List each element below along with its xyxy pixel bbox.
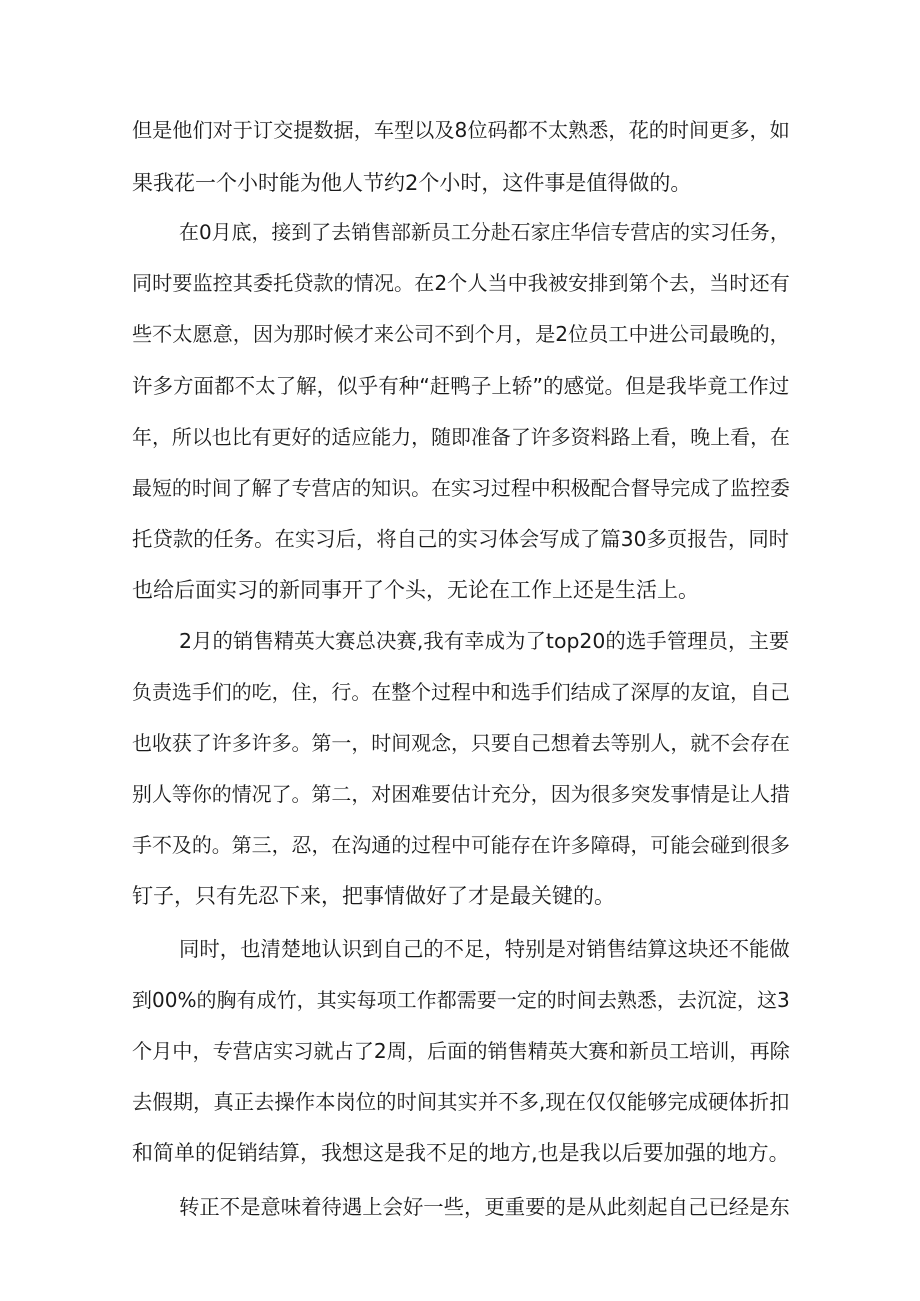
text-line: 最短的时间了解了专营店的知识。在实习过程中积极配合督导完成了监控委	[132, 476, 790, 500]
text-line: 负责选手们的吃，住，行。在整个过程中和选手们结成了深厚的友谊，自己	[132, 680, 790, 704]
text-line: 到00%的胸有成竹，其实每项工作都需要一定的时间去熟悉，去沉淀，这3	[132, 988, 790, 1012]
text-line: 钉子，只有先忍下来，把事情做好了才是最关键的。	[132, 884, 615, 908]
text-line: 托贷款的任务。在实习后，将自己的实习体会写成了篇30多页报告，同时	[132, 527, 790, 551]
text-line: 手不及的。第三，忍，在沟通的过程中可能存在许多障碍，可能会碰到很多	[132, 833, 790, 857]
text-line: 也给后面实习的新同事开了个头，无论在工作上还是生活上。	[132, 578, 699, 602]
text-line: 但是他们对于订交提数据，车型以及8位码都不太熟悉，花的时间更多，如	[132, 118, 790, 142]
text-line: 年，所以也比有更好的适应能力，随即准备了许多资料路上看，晚上看，在	[132, 425, 790, 449]
text-line: 个月中，专营店实习就占了2周，后面的销售精英大赛和新员工培训，再除	[132, 1039, 790, 1063]
text-line: 也收获了许多许多。第一，时间观念，只要自己想着去等别人，就不会存在	[132, 731, 790, 755]
text-line: 2月的销售精英大赛总决赛,我有幸成为了top20的选手管理员，主要	[179, 629, 790, 653]
text-line: 别人等你的情况了。第二，对困难要估计充分，因为很多突发事情是让人措	[132, 782, 790, 806]
text-line: 去假期，真正去操作本岗位的时间其实并不多,现在仅仅能够完成硬体折扣	[132, 1090, 790, 1114]
text-line: 在0月底，接到了去销售部新员工分赴石家庄华信专营店的实习任务，	[179, 220, 790, 244]
text-line: 许多方面都不太了解，似乎有种“赶鸭子上轿”的感觉。但是我毕竟工作过	[132, 374, 790, 398]
text-line: 同时，也清楚地认识到自己的不足，特别是对销售结算这块还不能做	[179, 937, 790, 961]
text-line: 和简单的促销结算，我想这是我不足的地方,也是我以后要加强的地方。	[132, 1141, 790, 1165]
text-line: 些不太愿意，因为那时候才来公司不到个月，是2位员工中进公司最晚的，	[132, 322, 790, 346]
text-line: 果我花一个小时能为他人节约2个小时，这件事是值得做的。	[132, 171, 692, 195]
text-line: 同时要监控其委托贷款的情况。在2个人当中我被安排到第个去，当时还有	[132, 271, 790, 295]
text-line: 转正不是意味着待遇上会好一些，更重要的是从此刻起自己已经是东	[179, 1195, 790, 1219]
